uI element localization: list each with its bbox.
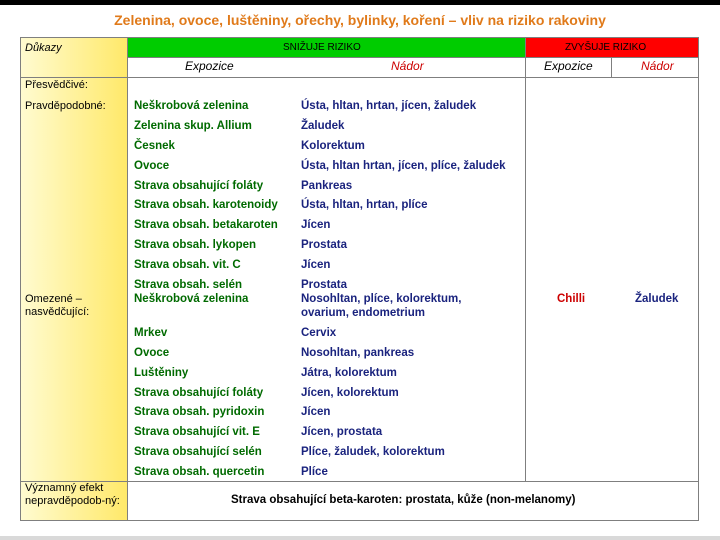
evidence-probable: Pravděpodobné: bbox=[25, 100, 106, 112]
unlikely-text: Strava obsahující beta-karoten: prostata, kůže (non-melanomy) bbox=[231, 494, 576, 506]
evidence-convincing: Přesvědčivé: bbox=[25, 79, 88, 91]
probable-food: Strava obsah. betakaroten bbox=[134, 219, 278, 231]
tumor-header: Nádor bbox=[391, 59, 424, 73]
probable-food: Neškrobová zelenina bbox=[134, 100, 249, 112]
probable-food: Strava obsah. lykopen bbox=[134, 239, 257, 251]
probable-food: Strava obsahující foláty bbox=[134, 180, 264, 192]
limited-organ: Jícen, kolorektum bbox=[301, 387, 399, 399]
probable-organ: Pankreas bbox=[301, 180, 353, 192]
probable-food: Zelenina skup. Allium bbox=[134, 120, 252, 132]
probable-organ: Prostata bbox=[301, 239, 348, 251]
increase-exposure: Chilli bbox=[557, 293, 586, 305]
increase-header: ZVYŠUJE RIZIKO bbox=[565, 42, 647, 53]
limited-food: Mrkev bbox=[134, 327, 168, 339]
probable-organ: Prostata bbox=[301, 279, 348, 291]
limited-food: Strava obsahující foláty bbox=[134, 387, 264, 399]
limited-organ: Cervix bbox=[301, 327, 337, 339]
limited-organ: Jícen, prostata bbox=[301, 426, 383, 438]
evidence-table bbox=[20, 37, 699, 521]
limited-organ: Plíce bbox=[301, 466, 328, 478]
probable-food: Ovoce bbox=[134, 160, 170, 172]
probable-organ: Žaludek bbox=[301, 120, 345, 132]
probable-food: Strava obsah. selén bbox=[134, 279, 243, 291]
limited-food: Neškrobová zelenina bbox=[134, 293, 249, 305]
probable-organ: Ústa, hltan hrtan, jícen, plíce, žaludek bbox=[301, 160, 506, 172]
limited-organ: Plíce, žaludek, kolorektum bbox=[301, 446, 445, 458]
tumor-header-increase: Nádor bbox=[641, 59, 674, 73]
exposure-header: Expozice bbox=[185, 59, 234, 73]
limited-food: Strava obsah. pyridoxin bbox=[134, 406, 265, 418]
grid-line bbox=[127, 38, 128, 520]
limited-food: Strava obsahující selén bbox=[134, 446, 262, 458]
grid-line bbox=[525, 38, 526, 481]
evidence-unlikely: Významný efekt nepravděpodob-ný: bbox=[25, 482, 120, 507]
probable-organ: Jícen bbox=[301, 219, 331, 231]
dukazy-label: Důkazy bbox=[25, 42, 62, 54]
page-title: Zelenina, ovoce, luštěniny, ořechy, bylinky, koření – vliv na riziko rakoviny bbox=[114, 12, 606, 28]
probable-organ: Kolorektum bbox=[301, 140, 365, 152]
limited-organ: Nosohltan, plíce, kolorektum, bbox=[301, 293, 462, 305]
limited-food: Strava obsahující vit. E bbox=[134, 426, 260, 438]
probable-organ: Ústa, hltan, hrtan, jícen, žaludek bbox=[301, 100, 477, 112]
limited-food: Strava obsah. quercetin bbox=[134, 466, 265, 478]
grid-line bbox=[21, 77, 698, 78]
limited-organ: Játra, kolorektum bbox=[301, 367, 397, 379]
top-border bbox=[0, 0, 720, 5]
probable-organ: Jícen bbox=[301, 259, 331, 271]
probable-food: Strava obsah. karotenoidy bbox=[134, 199, 278, 211]
limited-food: Ovoce bbox=[134, 347, 170, 359]
evidence-limited: Omezené – nasvědčující: bbox=[25, 293, 90, 318]
grid-line bbox=[611, 57, 612, 77]
grid-line bbox=[127, 57, 698, 58]
limited-organ: Jícen bbox=[301, 406, 331, 418]
exposure-header-increase: Expozice bbox=[544, 59, 593, 73]
limited-organ-cont: ovarium, endometrium bbox=[301, 307, 425, 319]
probable-food: Strava obsah. vit. C bbox=[134, 259, 241, 271]
decrease-header: SNIŽUJE RIZIKO bbox=[283, 42, 361, 53]
increase-tumor: Žaludek bbox=[635, 293, 679, 305]
limited-food: Luštěniny bbox=[134, 367, 189, 379]
probable-food: Česnek bbox=[134, 140, 175, 152]
probable-organ: Ústa, hltan, hrtan, plíce bbox=[301, 199, 428, 211]
limited-organ: Nosohltan, pankreas bbox=[301, 347, 415, 359]
bottom-strip bbox=[0, 536, 720, 540]
